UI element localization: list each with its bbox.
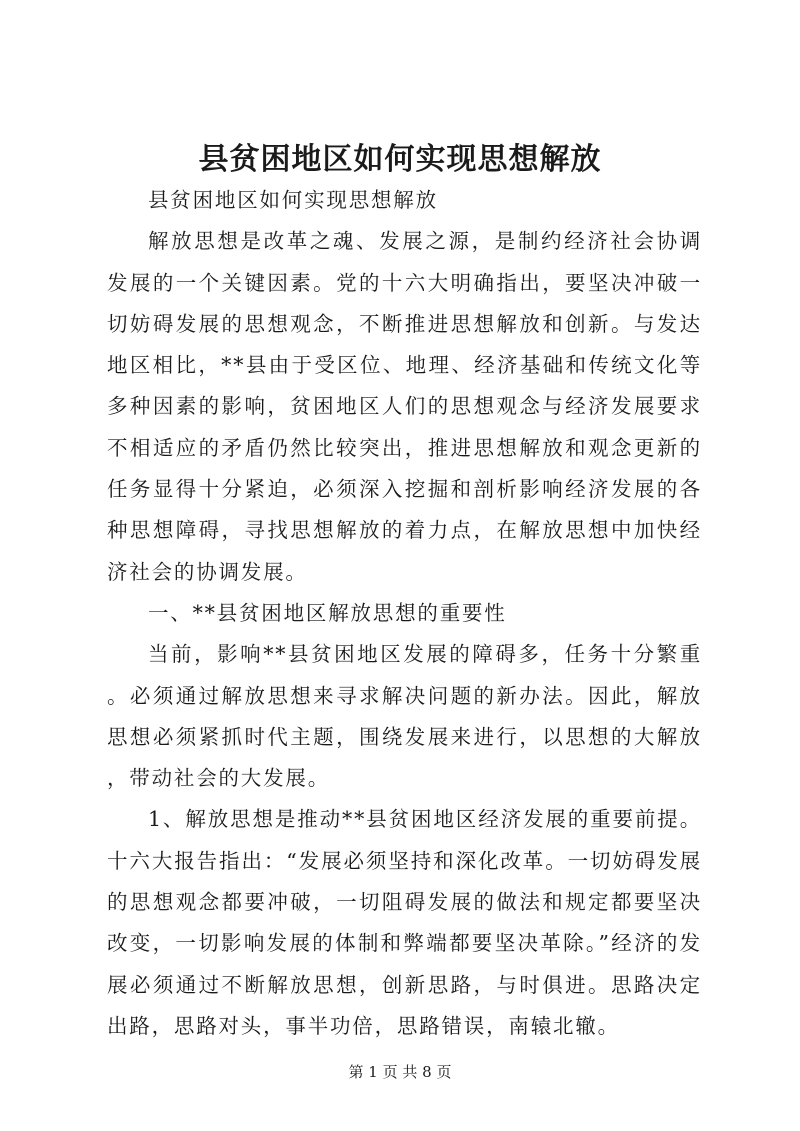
intro-paragraph: 解放思想是改革之魂、发展之源，是制约经济社会协调发展的一个关键因素。党的十六大明确指出，要坚决冲破一切妨碍发展的思想观念，不断推进思想解放和创新。与发达地区相比，**县由于受区位、地理、经济基础和传统文化等多种因素的影响，贫困地区人们的思想观念与经济发展要求不相适应的矛盾仍然比较突出，推进思想解放和观念更新的任务显得十分紧迫，必须深入挖掘和剖析影响经济发展的各种思想障碍，寻找思想解放的着力点，在解放思想中加快经济社会的协调发展。 <box>107 229 702 584</box>
section-heading: 一、**县贫困地区解放思想的重要性 <box>148 600 507 625</box>
body-paragraph: 当前，影响**县贫困地区发展的障碍多，任务十分繁重。必须通过解放思想来寻求解决问题的新办法。因此，解放思想必须紧抓时代主题，围绕发展来进行，以思想的大解放，带动社会的大发展。 <box>107 642 702 791</box>
body-paragraph: 1、解放思想是推动**县贫困地区经济发展的重要前提。十六大报告指出：“发展必须坚持和深化改革。一切妨碍发展的思想观念都要冲破，一切阻碍发展的做法和规定都要坚决改变，一切影响发展的体制和弊端都要坚决革除。”经济的发展必须通过不断解放思想，创新思路，与时俱进。思路决定出路，思路对头，事半功倍，思路错误，南辕北辙。 <box>107 807 702 1038</box>
document-title: 县贫困地区如何实现思想解放 <box>198 142 602 177</box>
page-number: 第 1 页 共 8 页 <box>348 1063 452 1081</box>
subtitle-paragraph: 县贫困地区如何实现思想解放 <box>148 188 438 212</box>
document-body <box>107 180 702 1047</box>
page-footer <box>0 1062 800 1082</box>
